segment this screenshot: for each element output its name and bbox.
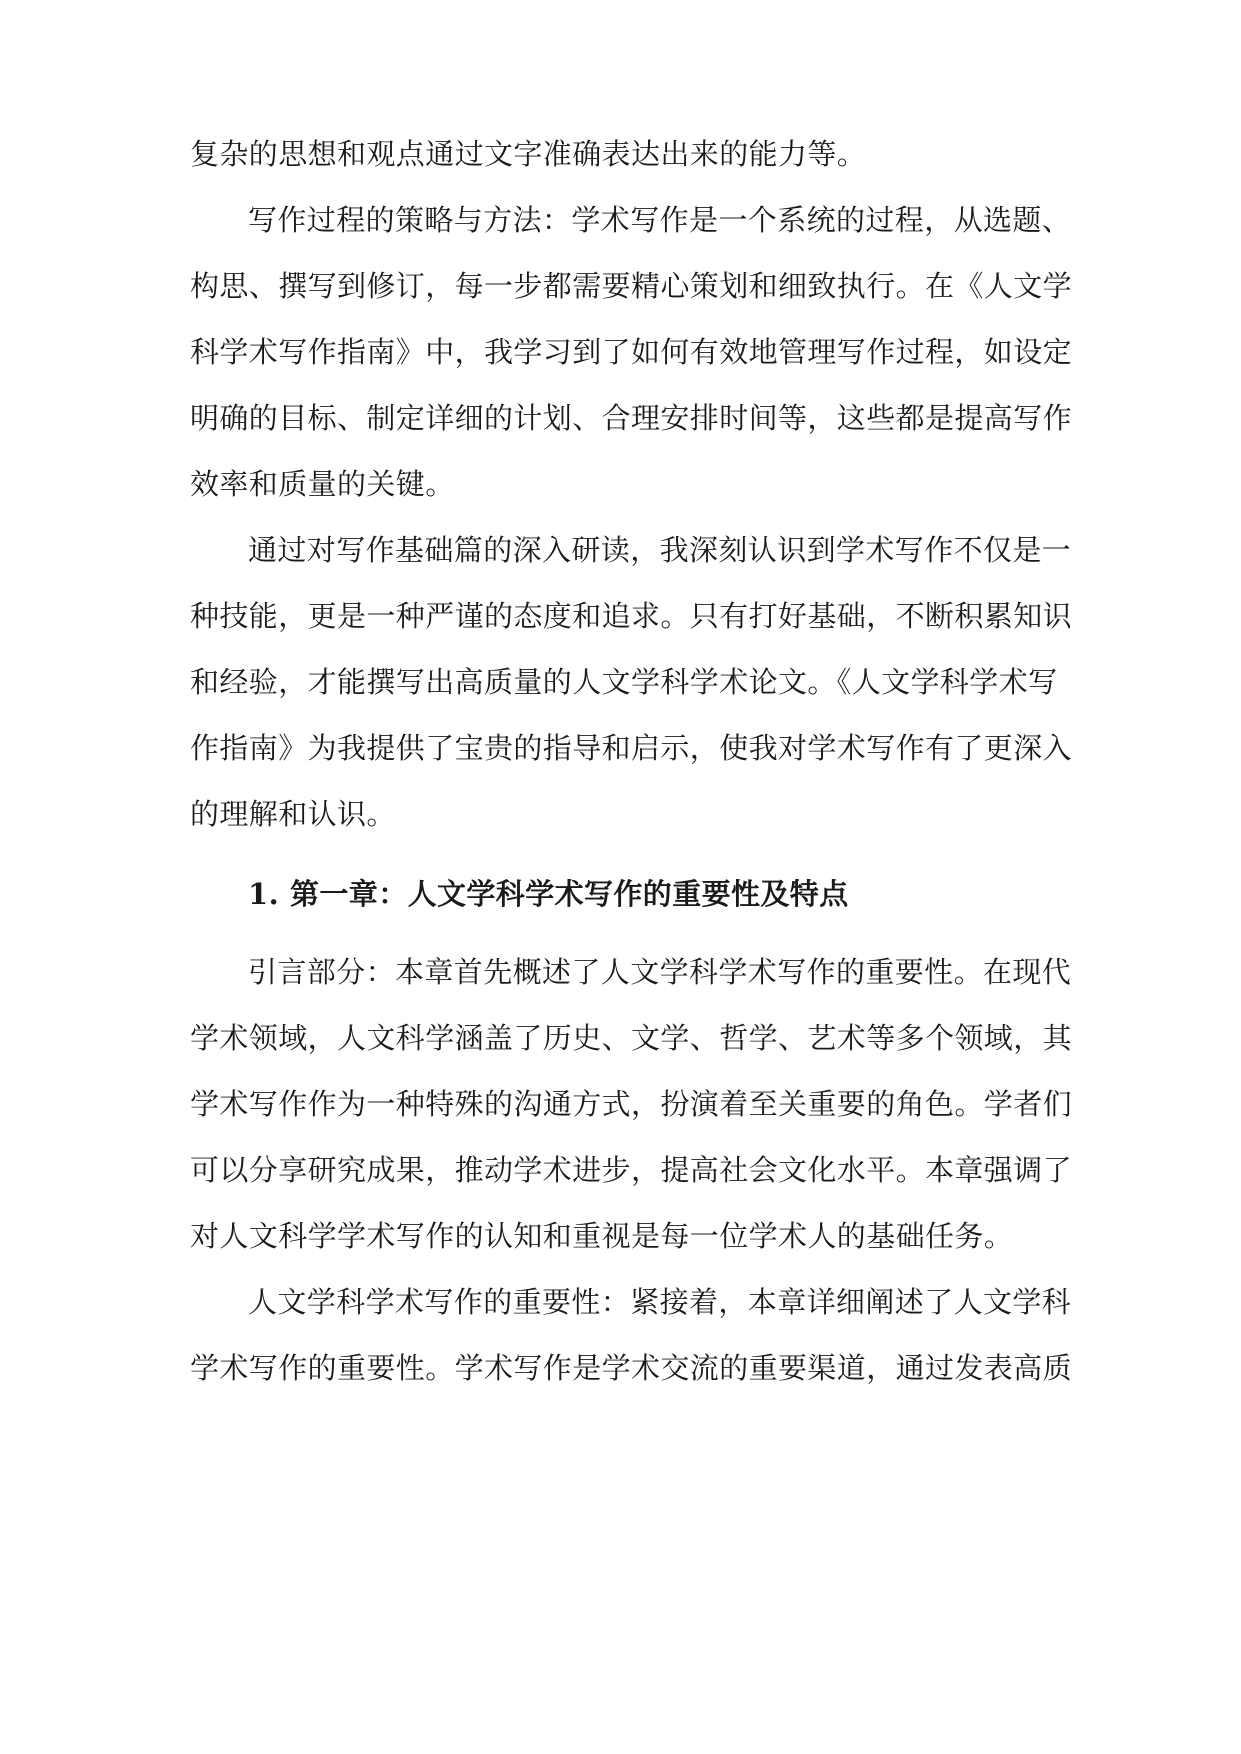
paragraph-line: 效率和质量的关键。 bbox=[190, 467, 455, 501]
paragraph-line: 作指南》为我提供了宝贵的指导和启示，使我对学术写作有了更深入 bbox=[190, 731, 1073, 765]
paragraph-line: 学术领域，人文科学涵盖了历史、文学、哲学、艺术等多个领域，其 bbox=[190, 1021, 1073, 1055]
heading-text: 第一章：人文学科学术写作的重要性及特点 bbox=[290, 877, 849, 911]
paragraph-line: 引言部分：本章首先概述了人文学科学术写作的重要性。在现代 bbox=[248, 955, 1072, 989]
paragraph-line: 的理解和认识。 bbox=[190, 797, 396, 831]
paragraph-line: 复杂的思想和观点通过文字准确表达出来的能力等。 bbox=[190, 137, 867, 171]
paragraph-line: 构思、撰写到修订，每一步都需要精心策划和细致执行。在《人文学 bbox=[190, 269, 1073, 303]
paragraph-line: 科学术写作指南》中，我学习到了如何有效地管理写作过程，如设定 bbox=[190, 335, 1073, 369]
paragraph-line: 明确的目标、制定详细的计划、合理安排时间等，这些都是提高写作 bbox=[190, 401, 1073, 435]
heading-number: 1. bbox=[248, 877, 280, 911]
paragraph-line: 人文学科学术写作的重要性：紧接着，本章详细阐述了人文学科 bbox=[248, 1285, 1072, 1319]
paragraph-line: 对人文科学学术写作的认知和重视是每一位学术人的基础任务。 bbox=[190, 1219, 1014, 1253]
paragraph-line: 通过对写作基础篇的深入研读，我深刻认识到学术写作不仅是一 bbox=[248, 533, 1072, 567]
paragraph-line: 可以分享研究成果，推动学术进步，提高社会文化水平。本章强调了 bbox=[190, 1153, 1073, 1187]
paragraph-line: 和经验，才能撰写出高质量的人文学科学术论文。《人文学科学术写 bbox=[190, 665, 1058, 699]
paragraph-line: 学术写作的重要性。学术写作是学术交流的重要渠道，通过发表高质 bbox=[190, 1351, 1073, 1385]
paragraph-line: 写作过程的策略与方法：学术写作是一个系统的过程，从选题、 bbox=[248, 203, 1072, 237]
paragraph-line: 种技能，更是一种严谨的态度和追求。只有打好基础，不断积累知识 bbox=[190, 599, 1073, 633]
chapter-heading bbox=[248, 876, 849, 912]
paragraph-line: 学术写作作为一种特殊的沟通方式，扮演着至关重要的角色。学者们 bbox=[190, 1087, 1073, 1121]
